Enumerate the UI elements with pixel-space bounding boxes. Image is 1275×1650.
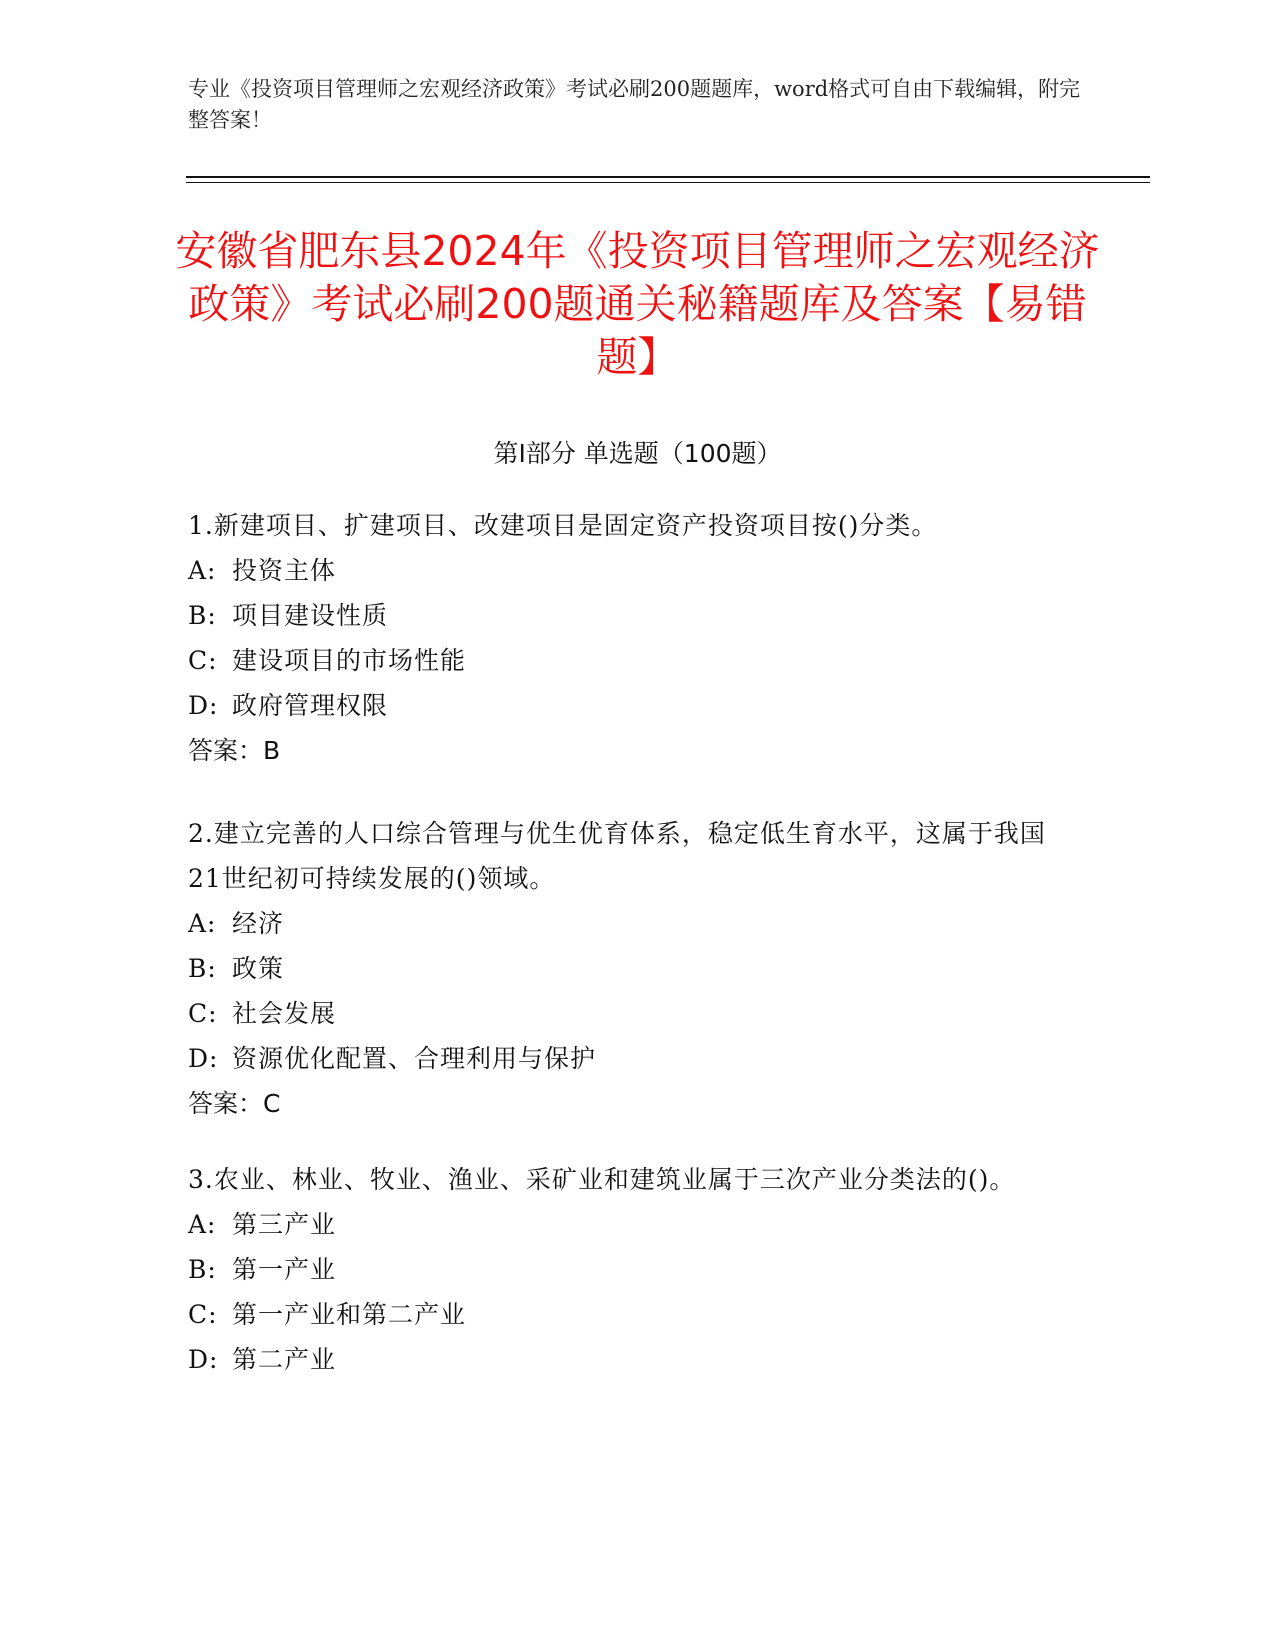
option-key: C:	[188, 999, 218, 1028]
question-2	[188, 811, 1058, 1126]
option-c	[188, 1292, 1058, 1337]
option-text: 投资主体	[232, 556, 337, 585]
option-text: 第一产业	[232, 1255, 337, 1284]
option-a	[188, 1202, 1058, 1247]
option-b	[188, 946, 1058, 991]
option-key: A:	[188, 556, 217, 585]
option-a	[188, 901, 1058, 946]
document-title: 安徽省肥东县2024年《投资项目管理师之宏观经济政策》考试必刷200题通关秘籍题库及答案【易错题】	[175, 227, 1100, 381]
option-text: 政府管理权限	[232, 691, 389, 720]
option-b	[188, 593, 1058, 638]
option-text: 建设项目的市场性能	[232, 646, 467, 675]
header-rule-thin	[186, 182, 1150, 183]
option-key: B:	[188, 601, 217, 630]
question-stem: 1.新建项目、扩建项目、改建项目是固定资产投资项目按()分类。	[188, 511, 938, 540]
option-text: 项目建设性质	[232, 601, 389, 630]
option-d	[188, 1036, 1058, 1081]
option-key: B:	[188, 1255, 217, 1284]
option-text: 政策	[232, 954, 285, 983]
option-key: B:	[188, 954, 217, 983]
option-c	[188, 638, 1058, 683]
option-key: A:	[188, 1210, 217, 1239]
option-key: C:	[188, 1300, 218, 1329]
question-3	[188, 1157, 1058, 1382]
option-b	[188, 1247, 1058, 1292]
answer: 答案：B	[188, 736, 281, 765]
option-a	[188, 548, 1058, 593]
option-text: 社会发展	[232, 999, 337, 1028]
header-rule-thick	[186, 176, 1150, 178]
option-text: 第一产业和第二产业	[232, 1300, 467, 1329]
option-key: D:	[188, 1345, 219, 1374]
option-key: A:	[188, 909, 217, 938]
option-d	[188, 1337, 1058, 1382]
section-heading: 第I部分 单选题（100题）	[493, 439, 782, 468]
option-text: 第二产业	[232, 1345, 337, 1374]
option-key: D:	[188, 1044, 219, 1073]
option-text: 经济	[232, 909, 285, 938]
question-stem: 3.农业、林业、牧业、渔业、采矿业和建筑业属于三次产业分类法的()。	[188, 1165, 1016, 1194]
answer: 答案：C	[188, 1089, 281, 1118]
option-key: C:	[188, 646, 218, 675]
option-text: 资源优化配置、合理利用与保护	[232, 1044, 597, 1073]
question-1	[188, 503, 1058, 773]
option-text: 第三产业	[232, 1210, 337, 1239]
option-c	[188, 991, 1058, 1036]
option-d	[188, 683, 1058, 728]
option-key: D:	[188, 691, 219, 720]
question-stem: 2.建立完善的人口综合管理与优生优育体系，稳定低生育水平，这属于我国21世纪初可持续发展的()领域。	[188, 819, 1046, 893]
header-note: 专业《投资项目管理师之宏观经济政策》考试必刷200题题库，word格式可自由下载编辑，附完整答案！	[188, 77, 1081, 132]
